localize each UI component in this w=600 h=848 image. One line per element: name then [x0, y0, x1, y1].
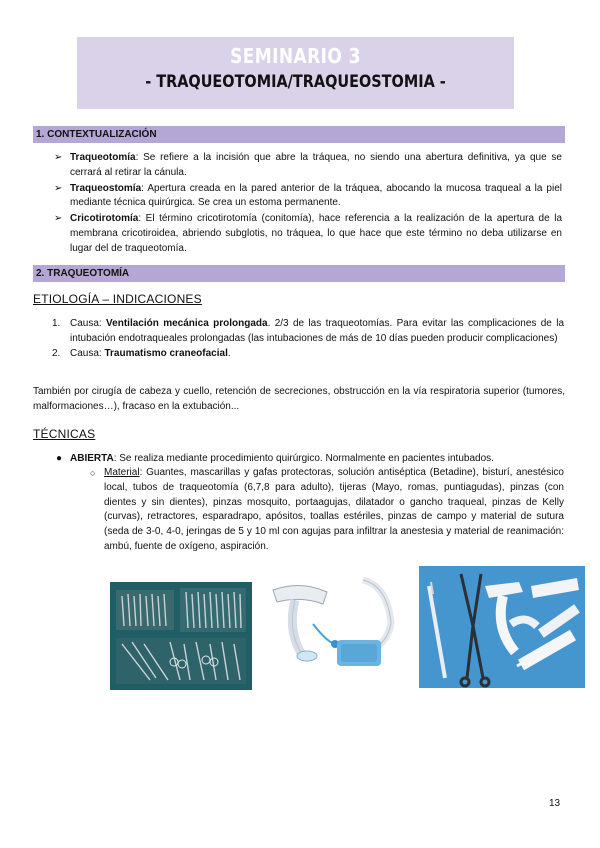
page-title: SEMINARIO 3: [230, 44, 361, 68]
definitions-list: [54, 151, 562, 258]
section-header-contextualizacion: 1. CONTEXTUALIZACIÓN: [33, 126, 565, 143]
page-subtitle: - TRAQUEOTOMIA/TRAQUEOSTOMIA -: [145, 72, 446, 92]
section-header-traqueotomia: 2. TRAQUEOTOMÍA: [33, 265, 565, 282]
technique-open-item: [52, 452, 564, 467]
cause-text: .: [227, 347, 231, 359]
definition-term: Cricotirotomía: [70, 213, 139, 225]
etiology-heading: ETIOLOGÍA – INDICACIONES: [33, 292, 202, 306]
definition-text: : El término cricotirotomía (conitomía), hace referencia a la realización de la apertura de la membrana cricotiroidea, abriendo subglotis, no tráquea, lo que hace que este término no deba utilizarse en lugar del de traqueotomía.: [70, 213, 562, 254]
surgical-instruments-photo: [110, 582, 252, 690]
definition-term: Traqueotomía: [70, 152, 136, 163]
material-item: [90, 466, 564, 555]
dot-bullet-icon: ●: [56, 453, 63, 464]
cause-number: 1.: [52, 318, 61, 329]
tracheostomy-kit-photo: [419, 566, 585, 688]
material-text: : Guantes, mascarillas y gafas protectoras, solución antiséptica (Betadine), bisturí, anestésico local, tubos de traqueotomía (6,7,8 para adulto), tijeras (Mayo, romas, puntiagudas), pinzas (con dientes y sin dientes), pinzas mosquito, portaagujas, dilatador o gancho traqueal, pinzas de Kelly (curvas), retractores, esparadrapo, apósitos, toallas estériles, pinzas de campo y material de sutura (seda de 3-0, 4-0, jeringas de 5 y 10 ml con agujas para infiltrar la anestesia y material de reanimación: ambú, fuente de oxígeno, aspiración.: [104, 467, 564, 552]
cause-prefix: Causa:: [70, 318, 107, 329]
definition-term: Traqueostomía: [70, 182, 142, 194]
arrow-bullet-icon: ➢: [54, 213, 63, 225]
definition-text: : Apertura creada en la pared anterior de la tráquea, abocando la mucosa traqueal a la piel mediante técnica quirúrgica. Se crea un estoma permanente.: [70, 182, 562, 209]
cause-term: Traumatismo craneofacial: [104, 347, 228, 359]
also-paragraph: También por cirugía de cabeza y cuello, retención de secreciones, obstrucción en la vía respiratoria superior (tumores, malformaciones…), fracaso en la extubación...: [33, 386, 565, 412]
technique-text: : Se realiza mediante procedimiento quirúrgico. Normalmente en pacientes intubados.: [113, 453, 494, 464]
arrow-bullet-icon: ➢: [54, 152, 63, 163]
material-label: Material: [104, 467, 140, 478]
arrow-bullet-icon: ➢: [54, 182, 63, 194]
title-banner: [77, 37, 514, 109]
cause-item: [52, 317, 564, 347]
cause-number: 2.: [52, 347, 61, 359]
definition-item: [54, 212, 562, 256]
instruments-tray-image: [110, 582, 252, 690]
circle-bullet-icon: ○: [90, 468, 96, 478]
page-number: 13: [549, 798, 561, 809]
tracheostomy-tube-image: [263, 572, 411, 674]
cause-text: . 2/3 de las traqueotomías. Para evitar las complicaciones de la intubación endotraqueales prolongadas (las intubaciones de más de 10 días pueden producir complicaciones): [70, 318, 565, 344]
tracheostomy-kit-image: [419, 566, 585, 688]
techniques-heading: TÉCNICAS: [33, 427, 96, 441]
technique-term: ABIERTA: [70, 453, 114, 464]
definition-item: [54, 182, 562, 212]
cause-term: Ventilación mecánica prolongada: [106, 318, 268, 329]
tracheostomy-tube-photo: [263, 572, 411, 674]
definition-item: [54, 151, 562, 181]
cause-prefix: Causa:: [70, 347, 105, 359]
causes-list: [52, 317, 564, 361]
definition-text: : Se refiere a la incisión que abre la tráquea, no siendo una abertura definitiva, ya que se cerrará al retirar la cánula.: [70, 152, 562, 178]
cause-item: [52, 347, 564, 362]
